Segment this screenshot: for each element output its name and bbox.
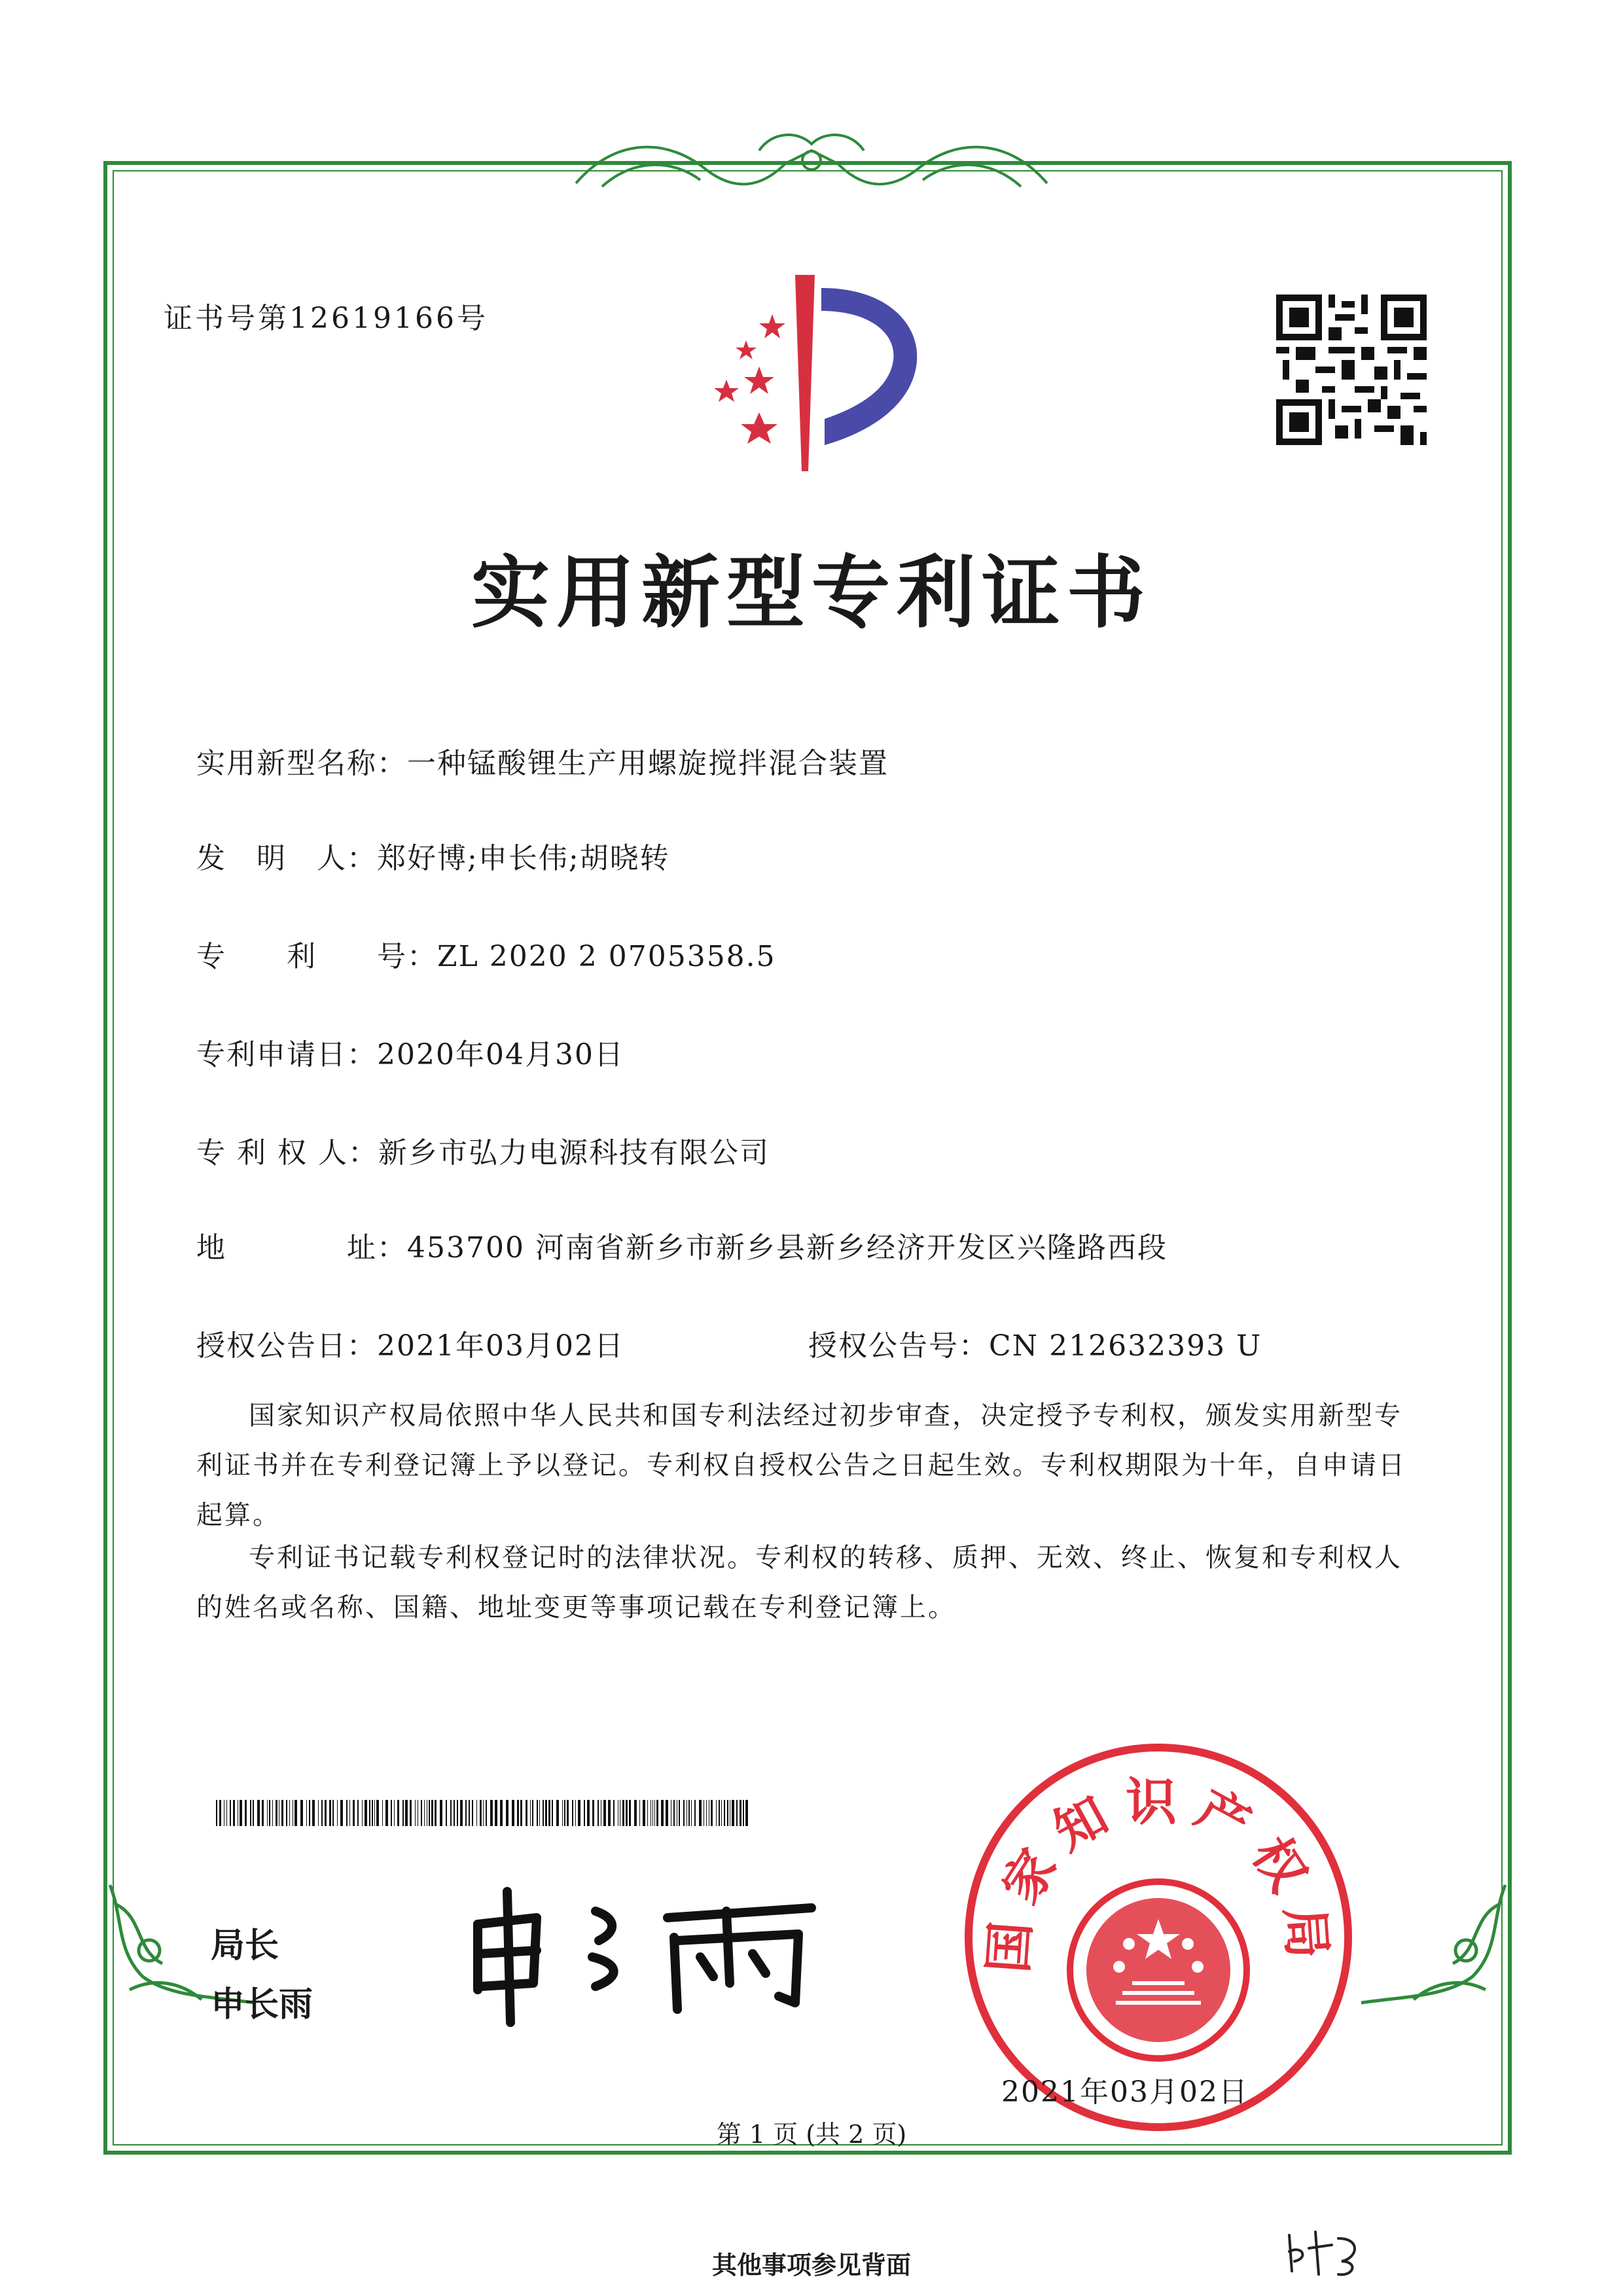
- certificate-title: 实用新型专利证书: [471, 548, 1152, 639]
- field-grant-announcement-number: [808, 1322, 1262, 1364]
- corner-ornament-icon: [1355, 1878, 1512, 2009]
- seal-text: 国家知识产权局: [979, 1773, 1338, 1975]
- director-name: 申长雨: [211, 1985, 313, 2024]
- field-value: 2020年04月30日: [377, 1038, 624, 1071]
- field-address: [196, 1224, 1168, 1266]
- field-label: 专 利 权 人：: [196, 1136, 378, 1170]
- field-inventor: [196, 834, 670, 876]
- field-application-date: [196, 1031, 624, 1073]
- field-value: CN 212632393 U: [989, 1329, 1262, 1363]
- barcode-icon: [216, 1800, 753, 1826]
- field-patent-number: [196, 933, 776, 975]
- field-label: 授权公告号：: [808, 1329, 989, 1363]
- field-value: 新乡市弘力电源科技有限公司: [378, 1136, 770, 1170]
- field-value: 453700 河南省新乡市新乡县新乡经济开发区兴隆路西段: [407, 1231, 1168, 1265]
- qr-code-icon: [1276, 295, 1427, 445]
- field-value: 一种锰酸锂生产用螺旋搅拌混合装置: [407, 747, 889, 780]
- paragraph-legal-status: 专利证书记载专利权登记时的法律状况。专利权的转移、质押、无效、终止、恢复和专利权人的姓名或名称、国籍、地址变更等事项记载在专利登记簿上。: [196, 1543, 1402, 1623]
- field-label: 实用新型名称：: [196, 747, 407, 780]
- field-label: 授权公告日：: [196, 1329, 377, 1363]
- certificate-number: 证书号第12619166号: [164, 302, 488, 335]
- director-signature-icon: [458, 1878, 825, 2029]
- page-indicator: 第 1 页 (共 2 页): [716, 2120, 907, 2149]
- field-label: 专利申请日：: [196, 1038, 377, 1071]
- footer-note: 其他事项参见背面: [711, 2250, 911, 2280]
- top-ornament-icon: [563, 124, 1060, 203]
- field-label: 发 明 人：: [196, 842, 377, 875]
- field-utility-model-name: [196, 740, 889, 781]
- cnipa-logo-icon: [674, 275, 949, 471]
- field-value: ZL 2020 2 0705358.5: [437, 940, 776, 973]
- director-title: 局长: [211, 1926, 279, 1965]
- handwritten-mark-icon: [1283, 2225, 1368, 2278]
- field-patentee: [196, 1129, 770, 1171]
- paragraph-grant-statement: 国家知识产权局依照中华人民共和国专利法经过初步审查，决定授予专利权，颁发实用新型专利证书并在专利登记簿上予以登记。专利权自授权公告之日起生效。专利权期限为十年，自申请日起算。: [196, 1401, 1406, 1530]
- seal-date: 2021年03月02日: [1001, 2075, 1249, 2109]
- field-value: 2021年03月02日: [377, 1329, 624, 1363]
- field-grant-announcement-date: [196, 1322, 624, 1364]
- field-label: 地 址：: [196, 1231, 407, 1265]
- field-value: 郑好博;申长伟;胡晓转: [377, 842, 670, 875]
- field-label: 专 利 号：: [196, 940, 437, 973]
